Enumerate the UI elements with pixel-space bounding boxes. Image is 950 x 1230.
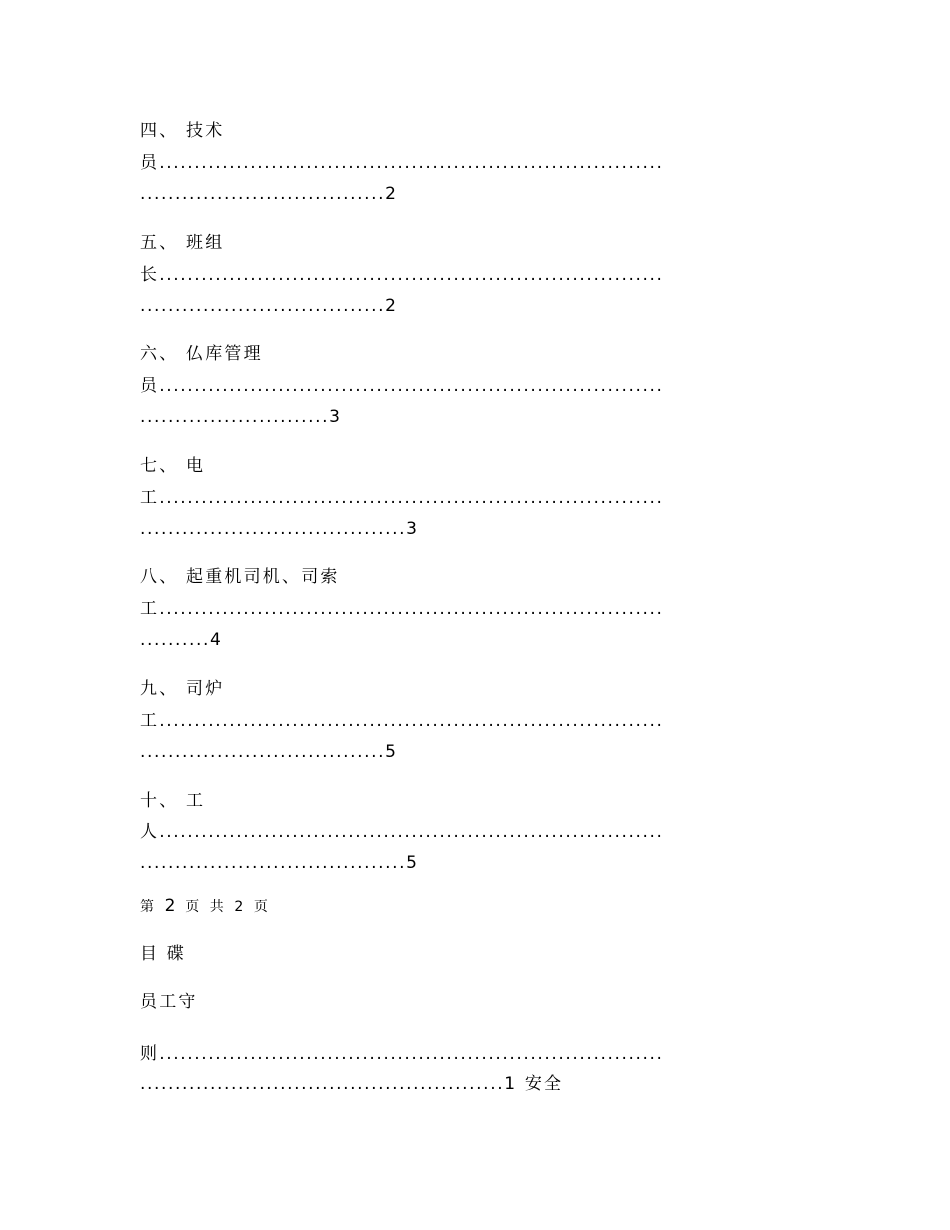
toc-leader-dots: ........................................................................ [159, 153, 664, 173]
footer-prefix: 第 [140, 899, 157, 915]
toc-page-number: 5 [406, 853, 420, 873]
toc-dotted-line [140, 264, 663, 286]
toc-leader-dots: ...................................... [140, 853, 407, 873]
toc-trailing-text: 安全 [524, 1074, 564, 1094]
toc-leader-dots: .................................................... [140, 1074, 505, 1094]
toc-dotted-line [140, 406, 342, 428]
toc-lead-char: 则 [140, 1044, 160, 1064]
footer-current-page: 2 [164, 896, 178, 916]
toc-lead-char: 人 [140, 822, 160, 842]
toc-page-number: 2 [385, 296, 399, 316]
toc-leader-dots: ........................................................................ [159, 711, 664, 731]
toc-leader-dots: ................................... [140, 296, 386, 316]
toc-dotted-line [140, 1073, 563, 1095]
toc-dotted-line [140, 852, 419, 874]
toc-leader-dots: .......... [140, 630, 211, 650]
toc-dotted-line [140, 518, 419, 540]
toc-dotted-line [140, 741, 398, 763]
toc-leader-dots: ........................................................................ [159, 376, 664, 396]
page-footer [140, 895, 271, 918]
toc-leader-dots: ........................................................................ [159, 488, 664, 508]
toc-dotted-line [140, 710, 663, 732]
toc-dotted-line [140, 183, 398, 205]
toc-dotted-line [140, 295, 398, 317]
toc-lead-char: 工 [140, 488, 160, 508]
toc-leader-dots: ................................... [140, 742, 386, 762]
toc-leader-dots: ........................... [140, 407, 330, 427]
toc-page-number: 5 [385, 742, 399, 762]
toc-lead-char: 工 [140, 599, 160, 619]
toc-heading: 七、 电 [140, 456, 206, 476]
footer-middle: 页 共 [185, 899, 227, 915]
toc-leader-dots: ........................................................................ [159, 822, 664, 842]
toc-page-number: 2 [385, 184, 399, 204]
toc-dotted-line [140, 152, 663, 174]
toc-lead-char: 员 [140, 153, 160, 173]
toc-lead-char: 工 [140, 711, 160, 731]
footer-total-pages: 2 [234, 899, 247, 915]
toc-leader-dots: ........................................................................ [159, 1044, 664, 1064]
toc-dotted-line [140, 487, 663, 509]
toc-dotted-line [140, 629, 223, 651]
toc-leader-dots: ........................................................................ [159, 599, 664, 619]
next-page-title: 目 碟 [140, 944, 187, 964]
toc-lead-char: 长 [140, 265, 160, 285]
toc-leader-dots: ........................................................................ [159, 265, 664, 285]
toc-page-number: 1 [504, 1074, 518, 1094]
toc-page-number: 3 [329, 407, 343, 427]
toc-heading: 四、 技术 [140, 121, 225, 141]
toc-dotted-line [140, 598, 663, 620]
toc-heading: 六、 仏库管理 [140, 344, 263, 364]
toc-heading: 八、 起重机司机、司索 [140, 567, 340, 587]
toc-page-number: 3 [406, 519, 420, 539]
toc-heading: 九、 司炉 [140, 679, 225, 699]
toc-dotted-line [140, 821, 663, 843]
toc-dotted-line [140, 375, 663, 397]
toc-heading: 十、 工 [140, 791, 206, 811]
toc-leader-dots: ...................................... [140, 519, 407, 539]
toc-leader-dots: ................................... [140, 184, 386, 204]
toc-page-number: 4 [210, 630, 224, 650]
next-entry-heading: 员工守 [140, 992, 198, 1012]
toc-dotted-line [140, 1043, 663, 1065]
toc-lead-char: 员 [140, 376, 160, 396]
toc-heading: 五、 班组 [140, 233, 225, 253]
footer-suffix: 页 [253, 899, 271, 915]
